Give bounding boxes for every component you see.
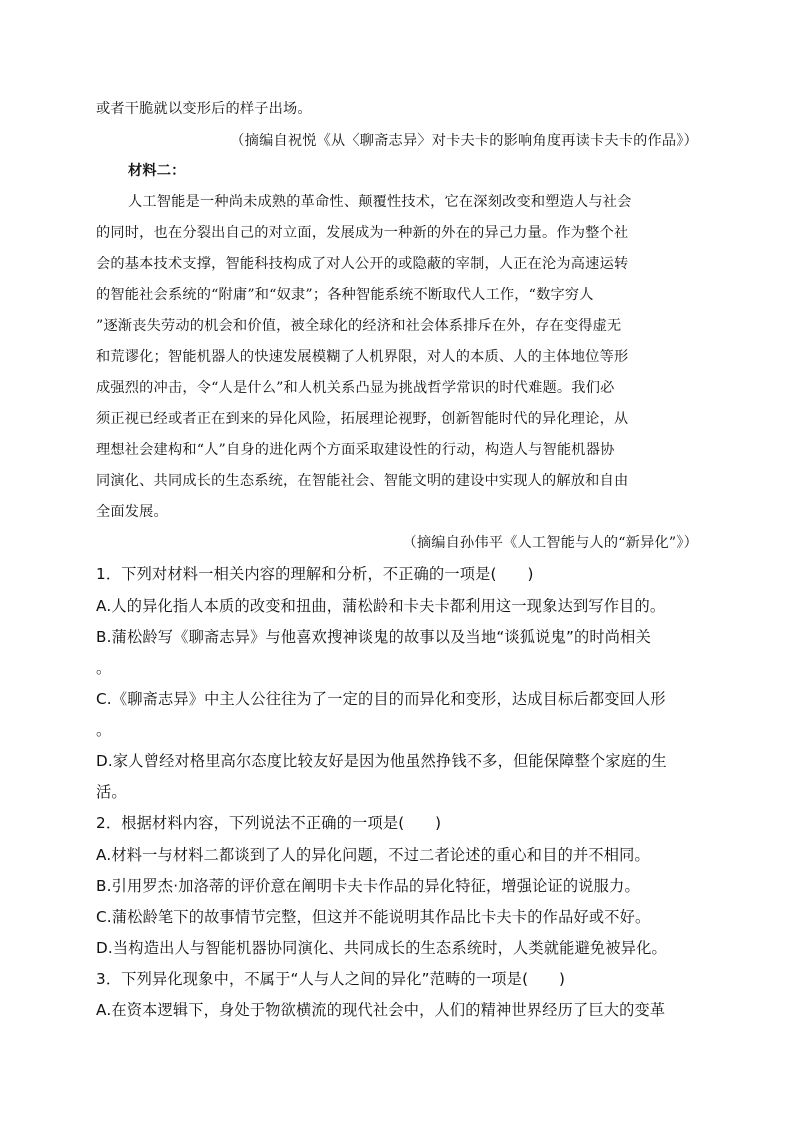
material2-paragraph-line: 成强烈的冲击，令“人是什么”和人机关系凸显为挑战哲学常识的时代难题。我们必 [96, 380, 615, 396]
question-2-stem: 2．根据材料内容，下列说法不正确的一项是( ) [96, 814, 442, 832]
question-3-option-a: A.在资本逻辑下，身处于物欲横流的现代社会中，人们的精神世界经历了巨大的变革 [96, 1001, 666, 1019]
material2-paragraph-line: 同演化、共同成长的生态系统，在智能社会、智能文明的建设中实现人的解放和自由 [96, 473, 629, 489]
material2-heading: 材料二： [128, 163, 186, 179]
question-2-option-b: B.引用罗杰·加洛蒂的评价意在阐明卡夫卡作品的异化特征，增强论证的说服力。 [96, 877, 640, 895]
question-1-option-b-continuation: 。 [96, 659, 112, 677]
question-1-option-d-continuation: 活。 [96, 783, 127, 801]
question-1-option-a: A.人的异化指人本质的改变和扭曲，蒲松龄和卡夫卡都利用这一现象达到写作目的。 [96, 597, 666, 615]
material1-source: （摘编自祝悦《从〈聊斋志异〉对卡夫卡的影响角度再读卡夫卡的作品》） [230, 133, 698, 149]
question-1-option-d: D.家人曾经对格里高尔态度比较友好是因为他虽然挣钱不多，但能保障整个家庭的生 [96, 752, 667, 770]
question-2-option-c: C.蒲松龄笔下的故事情节完整，但这并不能说明其作品比卡夫卡的作品好或不好。 [96, 908, 651, 926]
question-2-option-a: A.材料一与材料二都谈到了人的异化问题，不过二者论述的重心和目的并不相同。 [96, 846, 650, 864]
material2-paragraph-line: 须正视已经或者正在到来的异化风险，拓展理论视野，创新智能时代的异化理论，从 [96, 411, 629, 427]
material2-paragraph-line: ”逐渐丧失劳动的机会和价值，被全球化的经济和社会体系排斥在外，存在变得虚无 [96, 318, 622, 334]
question-1-stem: 1．下列对材料一相关内容的理解和分析，不正确的一项是( ) [96, 565, 534, 583]
question-2-option-d: D.当构造出人与智能机器协同演化、共同成长的生态系统时，人类就能避免被异化。 [96, 939, 667, 957]
material2-paragraph-line: 人工智能是一种尚未成熟的革命性、颠覆性技术，它在深刻改变和塑造人与社会 [128, 194, 632, 210]
material1-tail-text: 或者干脆就以变形后的样子出场。 [96, 101, 312, 117]
question-1-option-c-continuation: 。 [96, 721, 112, 739]
material2-source: （摘编自孙伟平《人工智能与人的“新异化”》） [402, 535, 698, 551]
material2-paragraph-line: 的智能社会系统的“附庸”和“奴隶”；各种智能系统不断取代人工作，“数字穷人 [96, 287, 594, 303]
material2-paragraph-line: 理想社会建构和“人”自身的进化两个方面采取建设性的行动，构造人与智能机器协 [96, 442, 615, 458]
question-1-option-b: B.蒲松龄写《聊斋志异》与他喜欢搜神谈鬼的故事以及当地“谈狐说鬼”的时尚相关 [96, 628, 651, 646]
question-1-option-c: C.《聊斋志异》中主人公往往为了一定的目的而异化和变形，达成目标后都变回人形 [96, 690, 666, 708]
material2-paragraph-line: 全面发展。 [96, 504, 168, 520]
material2-paragraph-line: 会的基本技术支撑，智能科技构成了对人公开的或隐蔽的宰制，人正在沦为高速运转 [96, 256, 629, 272]
material2-paragraph-line: 的同时，也在分裂出自己的对立面，发展成为一种新的外在的异己力量。作为整个社 [96, 225, 629, 241]
material2-paragraph-line: 和荒谬化；智能机器人的快速发展模糊了人机界限，对人的本质、人的主体地位等形 [96, 349, 629, 365]
question-3-stem: 3．下列异化现象中，不属于“人与人之间的异化”范畴的一项是( ) [96, 970, 566, 988]
